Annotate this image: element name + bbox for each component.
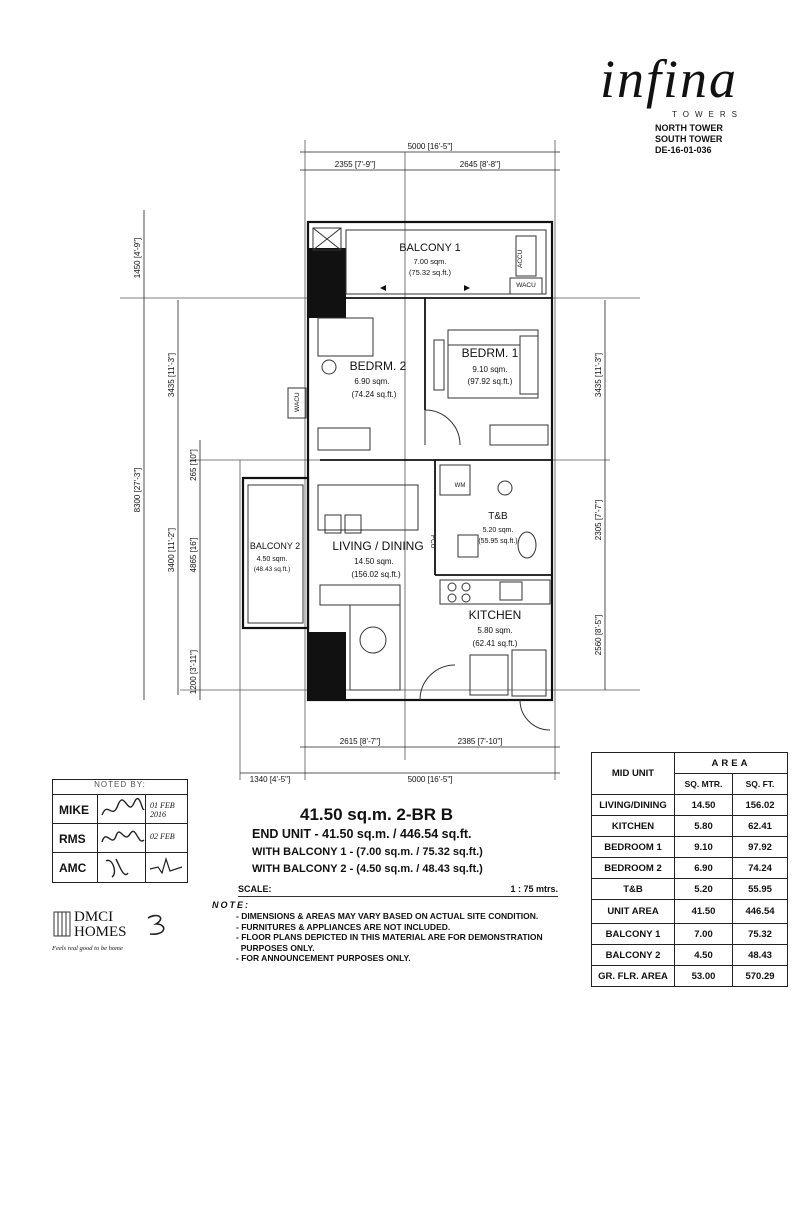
bedroom2-sqft: (74.24 sq.ft.) <box>351 390 397 399</box>
note-item: PURPOSES ONLY. <box>236 942 315 953</box>
table-row: BEDROOM 2 6.90 74.24 <box>592 858 788 879</box>
noted-date: 01 FEB 2016 <box>145 795 188 824</box>
dmci-building-icon <box>52 910 72 938</box>
table-row: KITCHEN 5.80 62.41 <box>592 816 788 837</box>
scale-value: 1 : 75 mtrs. <box>510 884 558 894</box>
balcony1-line: WITH BALCONY 1 - (7.00 sq.m. / 75.32 sq.ft.) <box>252 846 483 858</box>
kitchen-sqm: 5.80 sqm. <box>477 626 513 635</box>
table-row: BALCONY 2 4.50 48.43 <box>592 945 788 966</box>
area-table <box>591 752 788 987</box>
note-list <box>236 911 543 964</box>
col-sqft-header: SQ. FT. <box>733 774 788 795</box>
noted-by-heading: NOTED BY: <box>94 780 146 789</box>
tb-label: T&B <box>488 511 508 522</box>
kitchen-label: KITCHEN <box>468 608 522 622</box>
note-item: - FOR ANNOUNCEMENT PURPOSES ONLY. <box>236 953 411 963</box>
bedroom2-label: BEDRM. 2 <box>349 359 407 373</box>
accu-tag: ACCU <box>517 249 524 268</box>
balcony1-sqm: 7.00 sqm. <box>413 257 447 266</box>
dim-bottom-right: 2385 [7'-10"] <box>457 737 503 746</box>
balcony2-sqft: (48.43 sq.ft.) <box>253 566 291 573</box>
living-sqm: 14.50 sqm. <box>354 557 394 566</box>
noted-row <box>53 852 187 883</box>
note-item: - FURNITURES & APPLIANCES ARE NOT INCLUDED. <box>236 921 451 932</box>
table-row: UNIT AREA 41.50 446.54 <box>592 900 788 924</box>
signature <box>97 824 146 853</box>
scale-row <box>238 884 558 897</box>
dim-left-bedroom: 3435 [11'-3"] <box>167 352 176 398</box>
unit-area-line: END UNIT - 41.50 sq.m. / 446.54 sq.ft. <box>252 827 472 841</box>
balcony2-label: BALCONY 2 <box>249 541 301 551</box>
dim-left-inner: 265 [10"] <box>189 449 198 481</box>
dim-left-balcony2: 4865 [16'] <box>189 537 198 573</box>
tower-north: NORTH TOWER <box>655 123 723 133</box>
kitchen-sqft: (62.41 sq.ft.) <box>472 639 518 648</box>
note-item: - DIMENSIONS & AREAS MAY VARY BASED ON ACTUAL SITE CONDITION. <box>236 911 539 921</box>
dim-bottom-total: 5000 [16'-5"] <box>407 775 453 784</box>
col-unit-header: MID UNIT <box>592 753 675 795</box>
noted-label: AMC <box>59 861 87 875</box>
balcony2-sqm: 4.50 sqm. <box>256 556 288 563</box>
dim-top-total: 5000 [16'-5"] <box>407 142 453 151</box>
wm-tag: WM <box>454 483 466 489</box>
dim-bottom-balcony: 1340 [4'-5"] <box>249 775 291 784</box>
bedroom1-sqm: 9.10 sqm. <box>472 365 508 374</box>
dim-left-overall: 8300 [27'-3"] <box>133 467 142 513</box>
table-row: BALCONY 1 7.00 75.32 <box>592 924 788 945</box>
dim-right-kitchen: 2560 [8'-5"] <box>594 614 603 656</box>
dmci-tagline: Feels real good to be home <box>52 945 123 952</box>
dim-right-bedroom: 3435 [11'-3"] <box>594 352 603 398</box>
bedroom1-label: BEDRM. 1 <box>461 346 519 360</box>
noted-date <box>145 853 188 882</box>
tower-south: SOUTH TOWER <box>655 134 723 144</box>
col-sqm-header: SQ. MTR. <box>675 774 733 795</box>
note-heading: NOTE: <box>212 900 250 910</box>
wacu-left-tag: WACU <box>294 392 301 412</box>
infina-logo: infina <box>600 49 739 109</box>
table-row: BEDROOM 1 9.10 97.92 <box>592 837 788 858</box>
note-item: - FLOOR PLANS DEPICTED IN THIS MATERIAL ARE FOR DEMONSTRATION <box>236 932 543 942</box>
dmci-name: DMCI HOMES <box>74 909 127 940</box>
noted-label: MIKE <box>59 803 89 817</box>
dim-left-balcony1: 1450 [4'-9"] <box>133 237 142 279</box>
balcony2-line: WITH BALCONY 2 - (4.50 sq.m. / 48.43 sq.ft.) <box>252 863 483 875</box>
living-label: LIVING / DINING <box>332 539 424 553</box>
bedroom2-sqm: 6.90 sqm. <box>354 377 390 386</box>
tb-sqft: (55.95 sq.ft.) <box>478 538 518 545</box>
noted-row <box>53 823 187 853</box>
signature <box>97 795 146 824</box>
balcony1-label: BALCONY 1 <box>399 242 461 254</box>
dim-top-right: 2645 [8'-8"] <box>459 160 501 169</box>
col-area-header: AREA <box>675 753 788 774</box>
dim-left-bottom: 1200 [3'-11"] <box>189 649 198 695</box>
table-row: T&B 5.20 55.95 <box>592 879 788 900</box>
logo-subtitle: TOWERS <box>672 110 743 119</box>
dim-bottom-left: 2615 [8'-7"] <box>339 737 381 746</box>
handwritten-mark <box>144 912 172 938</box>
bedroom1-sqft: (97.92 sq.ft.) <box>467 377 513 386</box>
living-sqft: (156.02 sq.ft.) <box>351 570 401 579</box>
dim-left-living: 3400 [11'-2"] <box>167 527 176 573</box>
noted-date: 02 FEB <box>145 824 188 853</box>
signature <box>97 853 146 882</box>
balcony1-sqft: (75.32 sq.ft.) <box>408 268 452 277</box>
scale-label: SCALE: <box>238 884 272 894</box>
tb-sqm: 5.20 sqm. <box>482 527 514 534</box>
noted-by-box <box>52 779 188 883</box>
unit-title: 41.50 sq.m. 2-BR B <box>300 805 454 824</box>
table-row: GR. FLR. AREA 53.00 570.29 <box>592 966 788 987</box>
fcu-tag: FCU <box>429 535 436 549</box>
dim-top-left: 2355 [7'-9"] <box>334 160 376 169</box>
dim-right-tb: 2305 [7'-7"] <box>594 499 603 541</box>
document-code: DE-16-01-036 <box>655 145 712 155</box>
table-row: LIVING/DINING 14.50 156.02 <box>592 795 788 816</box>
wacu-top-tag: WACU <box>516 282 536 289</box>
noted-row <box>53 794 187 824</box>
noted-label: RMS <box>59 832 86 846</box>
